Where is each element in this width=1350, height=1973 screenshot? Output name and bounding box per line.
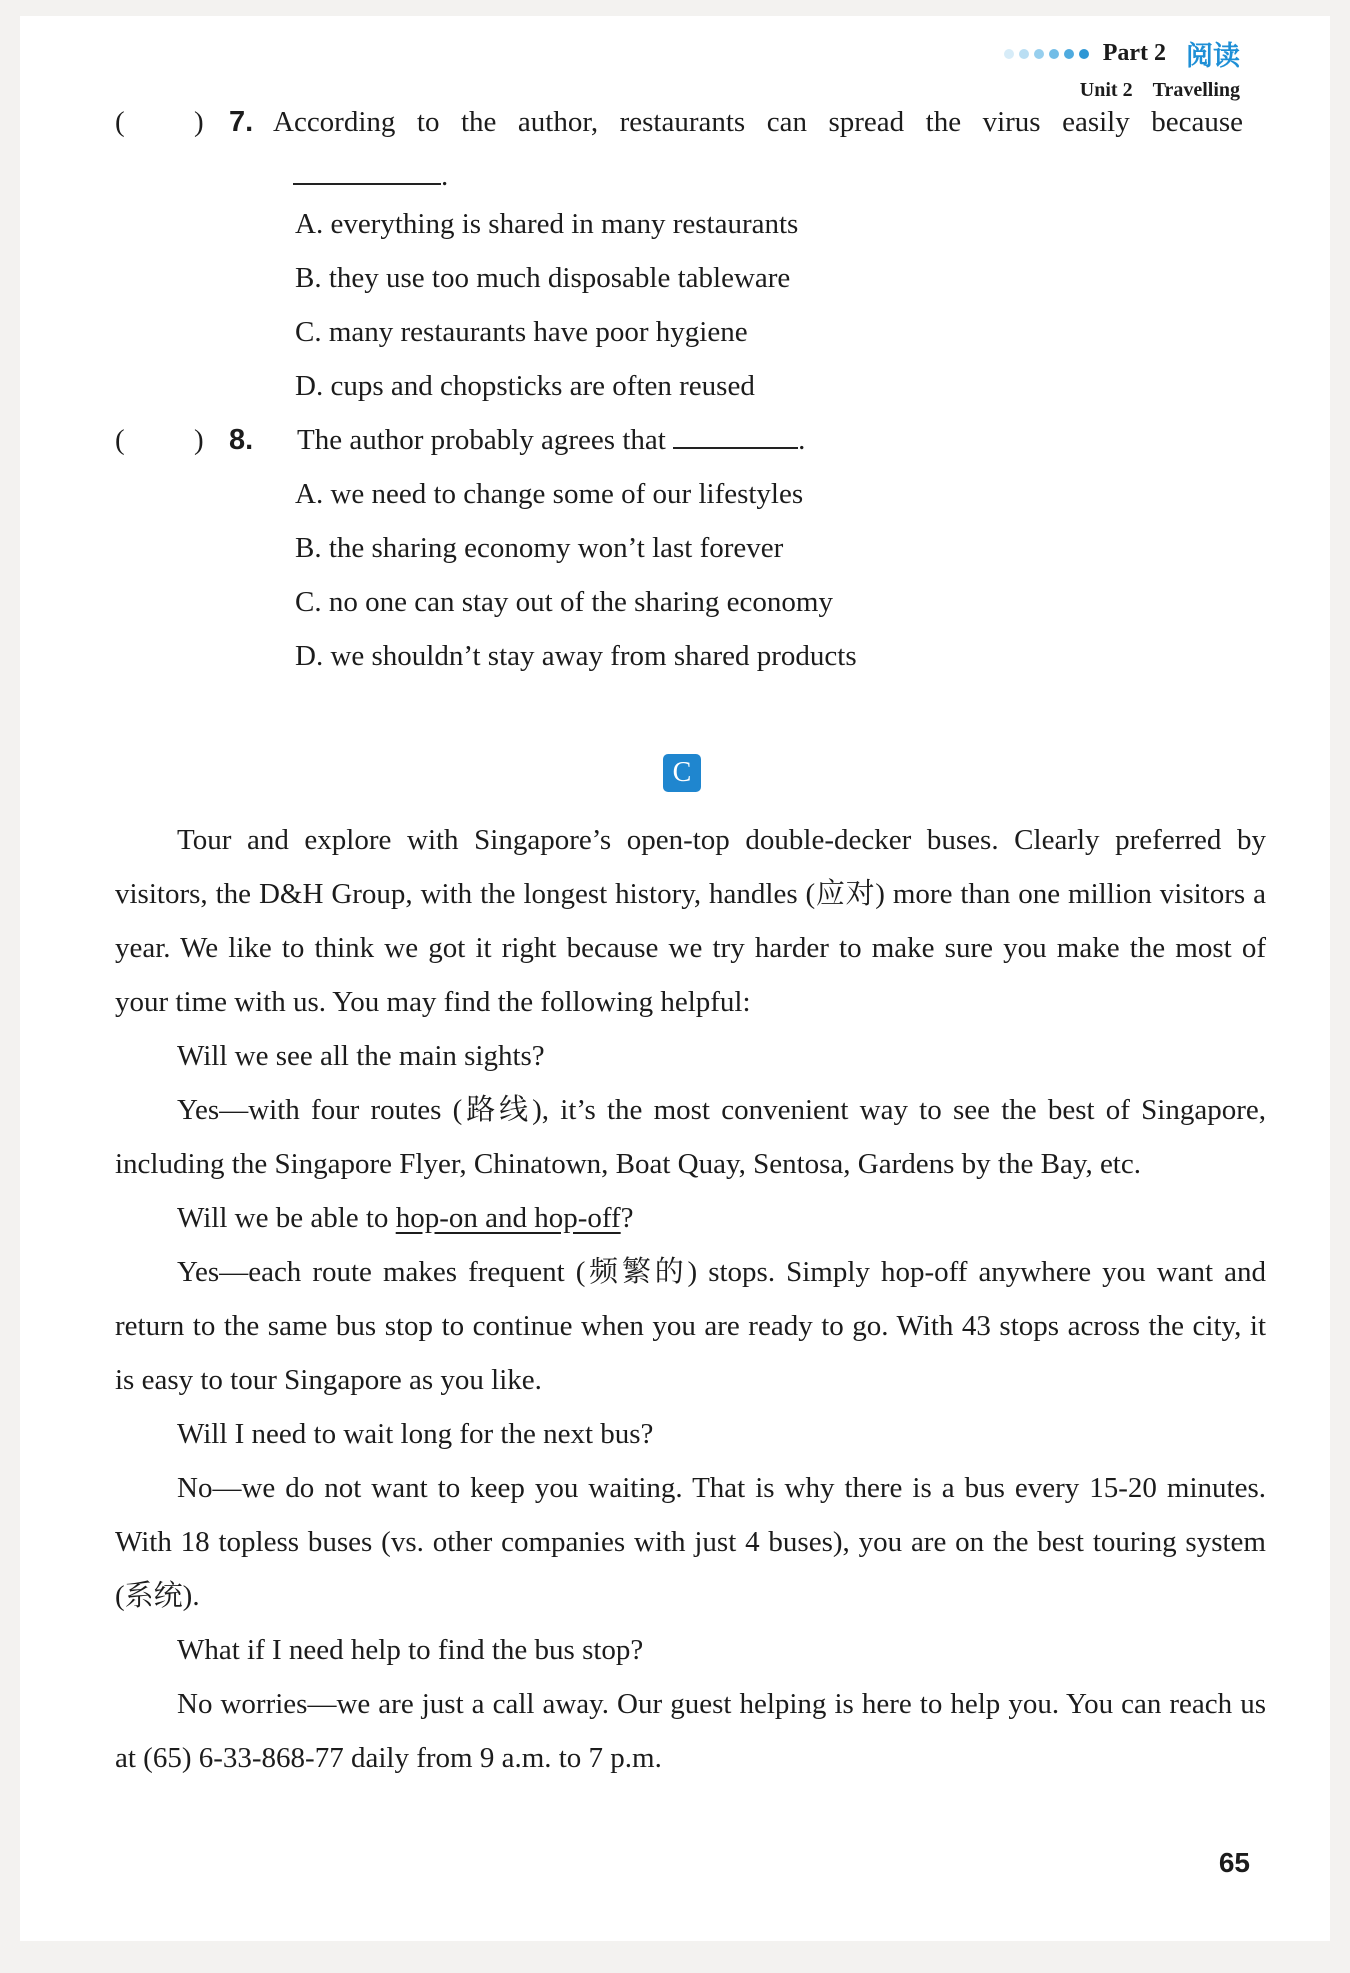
passage-question-2 <box>115 1191 1266 1245</box>
dot-1 <box>1004 49 1014 59</box>
passage-question-4: What if I need help to find the bus stop? <box>177 1634 644 1666</box>
question-tail: . <box>441 160 449 192</box>
unit-title: Travelling <box>1152 79 1240 101</box>
option-7d: D. cups and chopsticks are often reused <box>295 370 755 402</box>
unit-label <box>1004 79 1240 102</box>
answer-paren-close: ) <box>194 424 204 456</box>
workbook-page <box>20 16 1330 1941</box>
passage-intro: Tour and explore with Singapore’s open-top double-decker buses. Clearly preferred by visitors, the D&H Group, with the longest history, handles (应对) more than one million visitors a year. We like to think we got it right because we try harder to make sure you make the most of your time with us. You may find the following helpful: <box>115 824 1266 1018</box>
passage-question-3: Will I need to wait long for the next bus? <box>177 1418 654 1450</box>
option-8d: D. we shouldn’t stay away from shared products <box>295 640 857 672</box>
question-2-before: Will we be able to <box>177 1202 396 1234</box>
unit-number: Unit 2 <box>1079 79 1133 101</box>
passage-answer-1: Yes—with four routes (路线), it’s the most convenient way to see the best of Singapore, including the Singapore Flyer, Chinatown, Boat Quay, Sentosa, Gardens by the Bay, etc. <box>115 1094 1266 1180</box>
page-header <box>1004 34 1240 102</box>
dot-3 <box>1034 49 1044 59</box>
section-c-badge: C <box>663 754 701 792</box>
answer-paren-open: ( <box>115 424 125 456</box>
question-text: The author probably agrees that <box>297 424 666 456</box>
answer-blank <box>293 158 448 194</box>
answer-paren-open: ( <box>115 106 125 138</box>
question-number: 7. <box>229 106 254 138</box>
page-number: 65 <box>1218 1847 1250 1878</box>
passage-answer-4: No worries—we are just a call away. Our guest helping is here to help you. You can reach us at (65) 6-33-868-77 daily from 9 a.m. to 7 p.m. <box>115 1688 1266 1774</box>
question-tail: . <box>798 424 806 456</box>
option-8a: A. we need to change some of our lifestyles <box>295 478 804 510</box>
option-7b: B. they use too much disposable tableware <box>295 262 791 294</box>
question-number: 8. <box>229 424 254 456</box>
passage-answer-3: No—we do not want to keep you waiting. That is why there is a bus every 15-20 minutes. With 18 topless buses (vs. other companies with just 4 buses), you are on the best touring system (系统). <box>115 1472 1266 1612</box>
passage-answer-2: Yes—each route makes frequent (频繁的) stops. Simply hop-off anywhere you want and return to the same bus stop to continue when you are ready to go. With 43 stops across the city, it is easy to tour Singapore as you like. <box>115 1256 1266 1396</box>
dot-4 <box>1049 49 1059 59</box>
option-7c: C. many restaurants have poor hygiene <box>295 316 748 348</box>
dot-2 <box>1019 49 1029 59</box>
underlined-phrase: hop-on and hop-off <box>395 1202 621 1234</box>
part-chinese-label: 阅读 <box>1186 41 1240 72</box>
answer-blank <box>673 447 798 449</box>
question-line <box>297 422 1267 458</box>
dot-5 <box>1064 49 1074 59</box>
part-label: Part 2 <box>1102 40 1166 66</box>
question-2-after: ? <box>620 1202 634 1234</box>
option-7a: A. everything is shared in many restaurants <box>295 208 799 240</box>
dot-6 <box>1079 49 1089 59</box>
answer-paren-close: ) <box>194 106 204 138</box>
option-8b: B. the sharing economy won’t last forever <box>295 532 784 564</box>
question-text: According to the author, restaurants can spread the virus easily because <box>273 106 1243 138</box>
passage-question-1: Will we see all the main sights? <box>177 1040 545 1072</box>
passage-container <box>115 813 1266 1785</box>
option-8c: C. no one can stay out of the sharing economy <box>295 586 833 618</box>
decorative-dots <box>1004 49 1089 59</box>
